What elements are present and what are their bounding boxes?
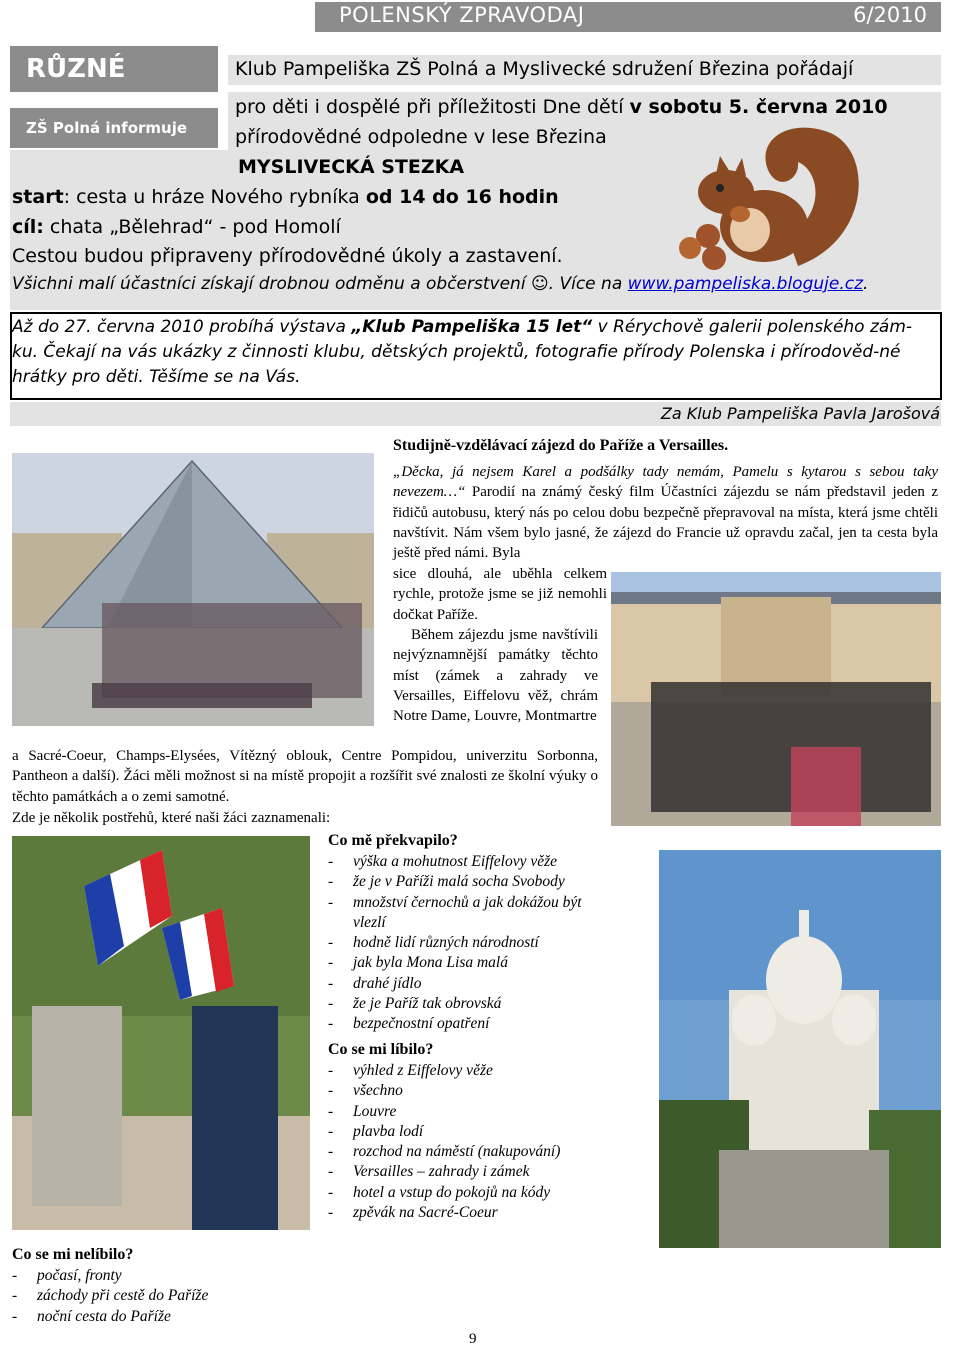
section-title: RŮZNÉ: [10, 46, 218, 92]
list-item: - Louvre: [328, 1102, 618, 1122]
list-item: - noční cesta do Paříže: [12, 1307, 312, 1327]
article-paragraph-1: „Děcka, já nejsem Karel a podšálky tady nemám, Pamelu s kytarou s sebou taky nevezem…“ Parodií na známý český film Účastníci zájezdu se nám představil jeden z řidičů autobusu, který nás po celou dobu bezpečně přepravoval na místa, která jsme chtěli navštívit. Nám všem bylo jasné, že zájezd do Francie už opravdu začal, jen ta cesta byla ještě před námi. Byla: [393, 464, 938, 562]
newsletter-title: POLENSKÝ ZPRAVODAJ: [339, 3, 585, 27]
liked-title: Co se mi líbilo?: [328, 1041, 434, 1058]
sacre-coeur-photo: [659, 850, 941, 1248]
article-paragraph-2: Během zájezdu jsme navštívili nejvýznamnější památky těchto míst (zámek a zahrady ve Versailles, Eiffelovu věž, chrám Notre Dame, Louvre, Montmartre: [393, 627, 598, 725]
announcement-line-8: Všichni malí účastníci získají drobnou odměnu a občerstvení ☺. Více na www.pampeliska.bloguje.cz.: [12, 274, 869, 294]
list-item: - bezpečnostní opatření: [328, 1014, 618, 1034]
article-paragraph-2-continued: a Sacré-Coeur, Champs-Elysées, Vítězný oblouk, Centre Pompidou, univerzitu Sorbonna, Pantheon a další). Žáci měli možnost si na místě propojit a rozšířit své znalosti ze školní výuky o těchto památkách a o zemi samotné.: [12, 748, 598, 805]
list-item: - všechno: [328, 1081, 618, 1101]
list-item: - drahé jídlo: [328, 974, 618, 994]
list-item: - hotel a vstup do pokojů na kódy: [328, 1183, 618, 1203]
list-item: - Versailles – zahrady i zámek: [328, 1162, 618, 1182]
surprised-list: [328, 852, 618, 1035]
disliked-section: [12, 1246, 312, 1327]
versailles-group-photo: [611, 572, 941, 826]
list-item: - počasí, fronty: [12, 1266, 312, 1286]
list-item: - že je Paříž tak obrovská: [328, 994, 618, 1014]
event-start: start: cesta u hráze Nového rybníka od 14 do 16 hodin: [12, 186, 559, 208]
list-item: - zpěvák na Sacré-Coeur: [328, 1203, 618, 1223]
announcement-line-1: Klub Pampeliška ZŠ Polná a Myslivecké sdružení Březina pořádají: [235, 58, 854, 80]
article-paragraph-3: Zde je několik postřehů, které naši žáci zaznamenali:: [12, 810, 331, 826]
page-number: 9: [469, 1331, 477, 1347]
list-item: - jak byla Mona Lisa malá: [328, 953, 618, 973]
announcement-line-3: přírodovědné odpoledne v lese Březina: [235, 126, 607, 148]
list-item: - záchody při cestě do Paříže: [12, 1286, 312, 1306]
header-bar: [315, 2, 941, 32]
list-item: - hodně lidí různých národností: [328, 933, 618, 953]
list-item: - výška a mohutnost Eiffelovy věže: [328, 852, 618, 872]
section-subtitle: ZŠ Polná informuje: [10, 108, 218, 148]
signature: Za Klub Pampeliška Pavla Jarošová: [660, 404, 940, 423]
issue-number: 6/2010: [853, 3, 927, 27]
article-title: Studijně-vzdělávací zájezd do Paříže a Versailles.: [393, 437, 729, 454]
exhibition-notice: Až do 27. června 2010 probíhá výstava „Klub Pampeliška 15 let“ v Rérychově galerii polenského zám-ku. Čekají na vás ukázky z činnosti klubu, dětských projektů, fotografie přírody Polenska i přírodověd-né hrátky pro děti. Těšíme se na Vás.: [12, 317, 913, 387]
list-item: - že je v Paříži malá socha Svobody: [328, 872, 618, 892]
announcement-line-2: pro děti i dospělé při příležitosti Dne dětí v sobotu 5. června 2010: [235, 96, 888, 118]
list-item: - množství černochů a jak dokážou být vlezlí: [328, 893, 618, 934]
surprised-title: Co mě překvapilo?: [328, 832, 458, 849]
surprised-section: [328, 832, 618, 1035]
event-goal: cíl: chata „Bělehrad“ - pod Homolí: [12, 216, 341, 238]
article-paragraph-1-continued: sice dlouhá, ale uběhla celkem rychle, protože jsme se již nemohli dočkat Paříže.: [393, 566, 607, 623]
flags-students-photo: [12, 836, 310, 1230]
liked-list: [328, 1061, 618, 1223]
list-item: - plavba lodí: [328, 1122, 618, 1142]
event-name: MYSLIVECKÁ STEZKA: [238, 156, 465, 178]
website-link[interactable]: www.pampeliska.bloguje.cz: [627, 274, 863, 294]
list-item: - výhled z Eiffelovy věže: [328, 1061, 618, 1081]
announcement-line-7: Cestou budou připraveny přírodovědné úkoly a zastavení.: [12, 245, 563, 267]
louvre-pyramid-photo: [12, 453, 374, 726]
disliked-title: Co se mi nelíbilo?: [12, 1246, 134, 1263]
squirrel-illustration: [668, 118, 868, 278]
list-item: - rozchod na náměstí (nakupování): [328, 1142, 618, 1162]
liked-section: [328, 1041, 618, 1223]
disliked-list: [12, 1266, 312, 1327]
